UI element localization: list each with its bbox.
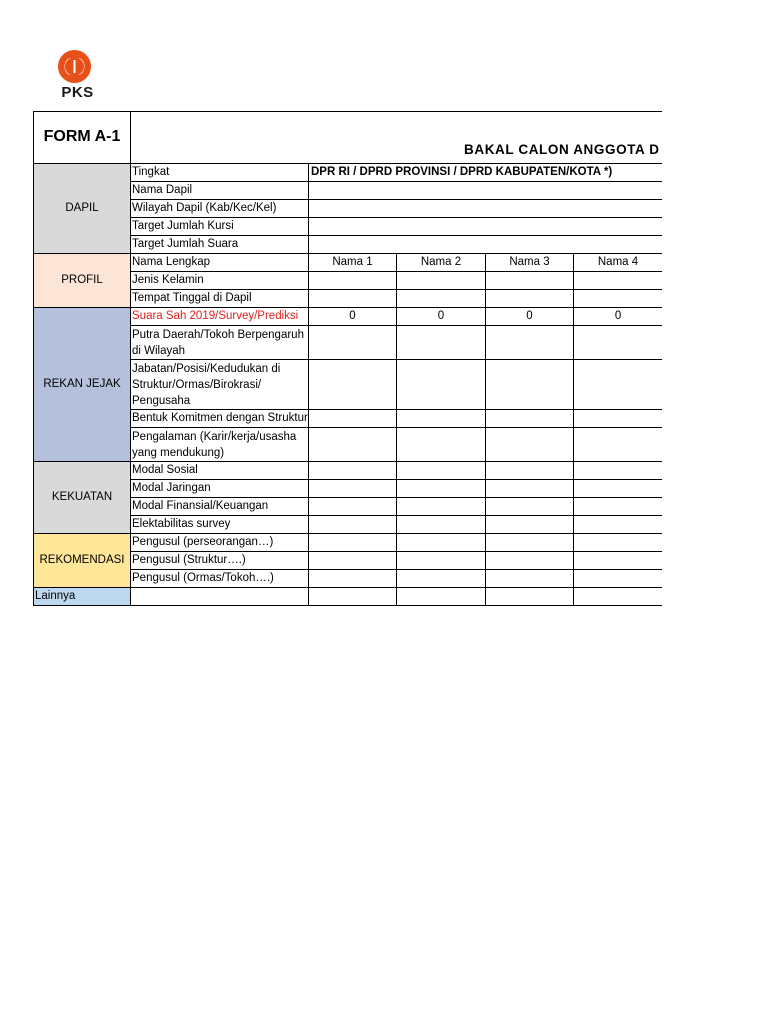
row-label-putra-daerah: Putra Daerah/Tokoh Berpengaruh di Wilayah	[131, 326, 309, 360]
table-cell[interactable]	[574, 326, 663, 360]
table-cell[interactable]	[397, 552, 486, 570]
table-row	[34, 462, 663, 480]
row-label-tempat-tinggal: Tempat Tinggal di Dapil	[131, 290, 309, 308]
table-cell[interactable]	[397, 410, 486, 428]
table-cell[interactable]	[486, 588, 574, 606]
suara-value-3[interactable]: 0	[486, 308, 574, 326]
table-row	[34, 308, 663, 326]
column-header-nama-3: Nama 3	[486, 254, 574, 272]
row-label-tingkat: Tingkat	[131, 164, 309, 182]
table-cell[interactable]	[486, 326, 574, 360]
table-cell[interactable]	[486, 290, 574, 308]
table-cell[interactable]	[574, 516, 663, 534]
row-label-target-suara: Target Jumlah Suara	[131, 236, 309, 254]
table-cell[interactable]	[574, 410, 663, 428]
table-cell[interactable]	[486, 570, 574, 588]
table-cell[interactable]	[486, 498, 574, 516]
table-cell[interactable]	[309, 290, 397, 308]
table-cell[interactable]	[574, 552, 663, 570]
table-cell[interactable]	[486, 360, 574, 410]
section-lainnya: Lainnya	[34, 588, 131, 606]
column-header-nama-4: Nama 4	[574, 254, 663, 272]
row-label-nama-dapil: Nama Dapil	[131, 182, 309, 200]
table-cell[interactable]	[397, 428, 486, 462]
logo-text: PKS	[61, 84, 94, 101]
section-dapil: DAPIL	[34, 164, 131, 254]
table-cell[interactable]	[486, 272, 574, 290]
table-cell[interactable]	[397, 498, 486, 516]
table-cell[interactable]	[309, 360, 397, 410]
row-label-wilayah-dapil: Wilayah Dapil (Kab/Kec/Kel)	[131, 200, 309, 218]
table-cell[interactable]	[486, 552, 574, 570]
pks-logo	[50, 46, 105, 107]
row-label-pengusul-ormas: Pengusul (Ormas/Tokoh….)	[131, 570, 309, 588]
row-label-jabatan: Jabatan/Posisi/Kedudukan di Struktur/Ormas/Birokrasi/ Pengusaha	[131, 360, 309, 410]
section-rekan-jejak: REKAN JEJAK	[34, 308, 131, 462]
row-label-pengusul-perseorangan: Pengusul (perseorangan…)	[131, 534, 309, 552]
column-header-nama-1: Nama 1	[309, 254, 397, 272]
table-cell[interactable]	[397, 360, 486, 410]
table-cell[interactable]	[397, 534, 486, 552]
table-cell[interactable]	[309, 516, 397, 534]
table-cell[interactable]	[309, 498, 397, 516]
suara-value-2[interactable]: 0	[397, 308, 486, 326]
table-cell[interactable]	[131, 588, 309, 606]
row-label-modal-sosial: Modal Sosial	[131, 462, 309, 480]
table-cell[interactable]	[309, 410, 397, 428]
table-cell[interactable]	[574, 290, 663, 308]
wilayah-dapil-cell[interactable]	[309, 200, 663, 218]
row-label-nama-lengkap: Nama Lengkap	[131, 254, 309, 272]
table-cell[interactable]	[397, 516, 486, 534]
table-row	[34, 588, 663, 606]
table-row	[34, 254, 663, 272]
column-header-nama-2: Nama 2	[397, 254, 486, 272]
section-rekomendasi: REKOMENDASI	[34, 534, 131, 588]
table-cell[interactable]	[309, 552, 397, 570]
suara-value-4[interactable]: 0	[574, 308, 663, 326]
table-cell[interactable]	[309, 428, 397, 462]
table-cell[interactable]	[397, 570, 486, 588]
section-profil: PROFIL	[34, 254, 131, 308]
nama-dapil-cell[interactable]	[309, 182, 663, 200]
row-label-jenis-kelamin: Jenis Kelamin	[131, 272, 309, 290]
table-cell[interactable]	[309, 326, 397, 360]
table-cell[interactable]	[309, 534, 397, 552]
suara-value-1[interactable]: 0	[309, 308, 397, 326]
row-label-pengusul-struktur: Pengusul (Struktur….)	[131, 552, 309, 570]
row-label-elektabilitas: Elektabilitas survey	[131, 516, 309, 534]
target-kursi-cell[interactable]	[309, 218, 663, 236]
table-cell[interactable]	[574, 462, 663, 480]
table-cell[interactable]	[574, 588, 663, 606]
table-cell[interactable]	[309, 480, 397, 498]
table-cell[interactable]	[397, 290, 486, 308]
table-cell[interactable]	[486, 462, 574, 480]
table-cell[interactable]	[574, 534, 663, 552]
table-cell[interactable]	[309, 462, 397, 480]
table-cell[interactable]	[574, 272, 663, 290]
table-cell[interactable]	[574, 360, 663, 410]
row-label-suara-sah: Suara Sah 2019/Survey/Prediksi	[131, 308, 309, 326]
table-cell[interactable]	[397, 462, 486, 480]
table-cell[interactable]	[486, 480, 574, 498]
section-kekuatan: KEKUATAN	[34, 462, 131, 534]
row-label-modal-finansial: Modal Finansial/Keuangan	[131, 498, 309, 516]
target-suara-cell[interactable]	[309, 236, 663, 254]
table-cell[interactable]	[397, 326, 486, 360]
table-cell[interactable]	[574, 498, 663, 516]
table-cell[interactable]	[397, 588, 486, 606]
table-cell[interactable]	[486, 410, 574, 428]
row-label-target-kursi: Target Jumlah Kursi	[131, 218, 309, 236]
table-cell[interactable]	[486, 534, 574, 552]
table-cell[interactable]	[397, 480, 486, 498]
table-row	[34, 534, 663, 552]
row-label-pengalaman: Pengalaman (Karir/kerja/usasha yang mendukung)	[131, 428, 309, 462]
table-cell[interactable]	[309, 272, 397, 290]
table-cell[interactable]	[309, 570, 397, 588]
form-header	[33, 111, 662, 163]
table-cell[interactable]	[574, 570, 663, 588]
tingkat-value[interactable]: DPR RI / DPRD PROVINSI / DPRD KABUPATEN/KOTA *)	[309, 164, 663, 182]
table-cell[interactable]	[309, 588, 397, 606]
form-title: FORM A-1	[34, 112, 131, 164]
table-cell[interactable]	[486, 428, 574, 462]
table-cell[interactable]	[574, 480, 663, 498]
form-table	[33, 163, 662, 606]
table-row	[34, 164, 663, 182]
table-cell[interactable]	[397, 272, 486, 290]
document-title: BAKAL CALON ANGGOTA D	[464, 142, 660, 157]
pks-crescent-icon	[58, 50, 91, 83]
table-cell[interactable]	[486, 516, 574, 534]
form-sheet	[33, 111, 662, 611]
row-label-bentuk-komitmen: Bentuk Komitmen dengan Struktur	[131, 410, 309, 428]
row-label-modal-jaringan: Modal Jaringan	[131, 480, 309, 498]
table-cell[interactable]	[574, 428, 663, 462]
